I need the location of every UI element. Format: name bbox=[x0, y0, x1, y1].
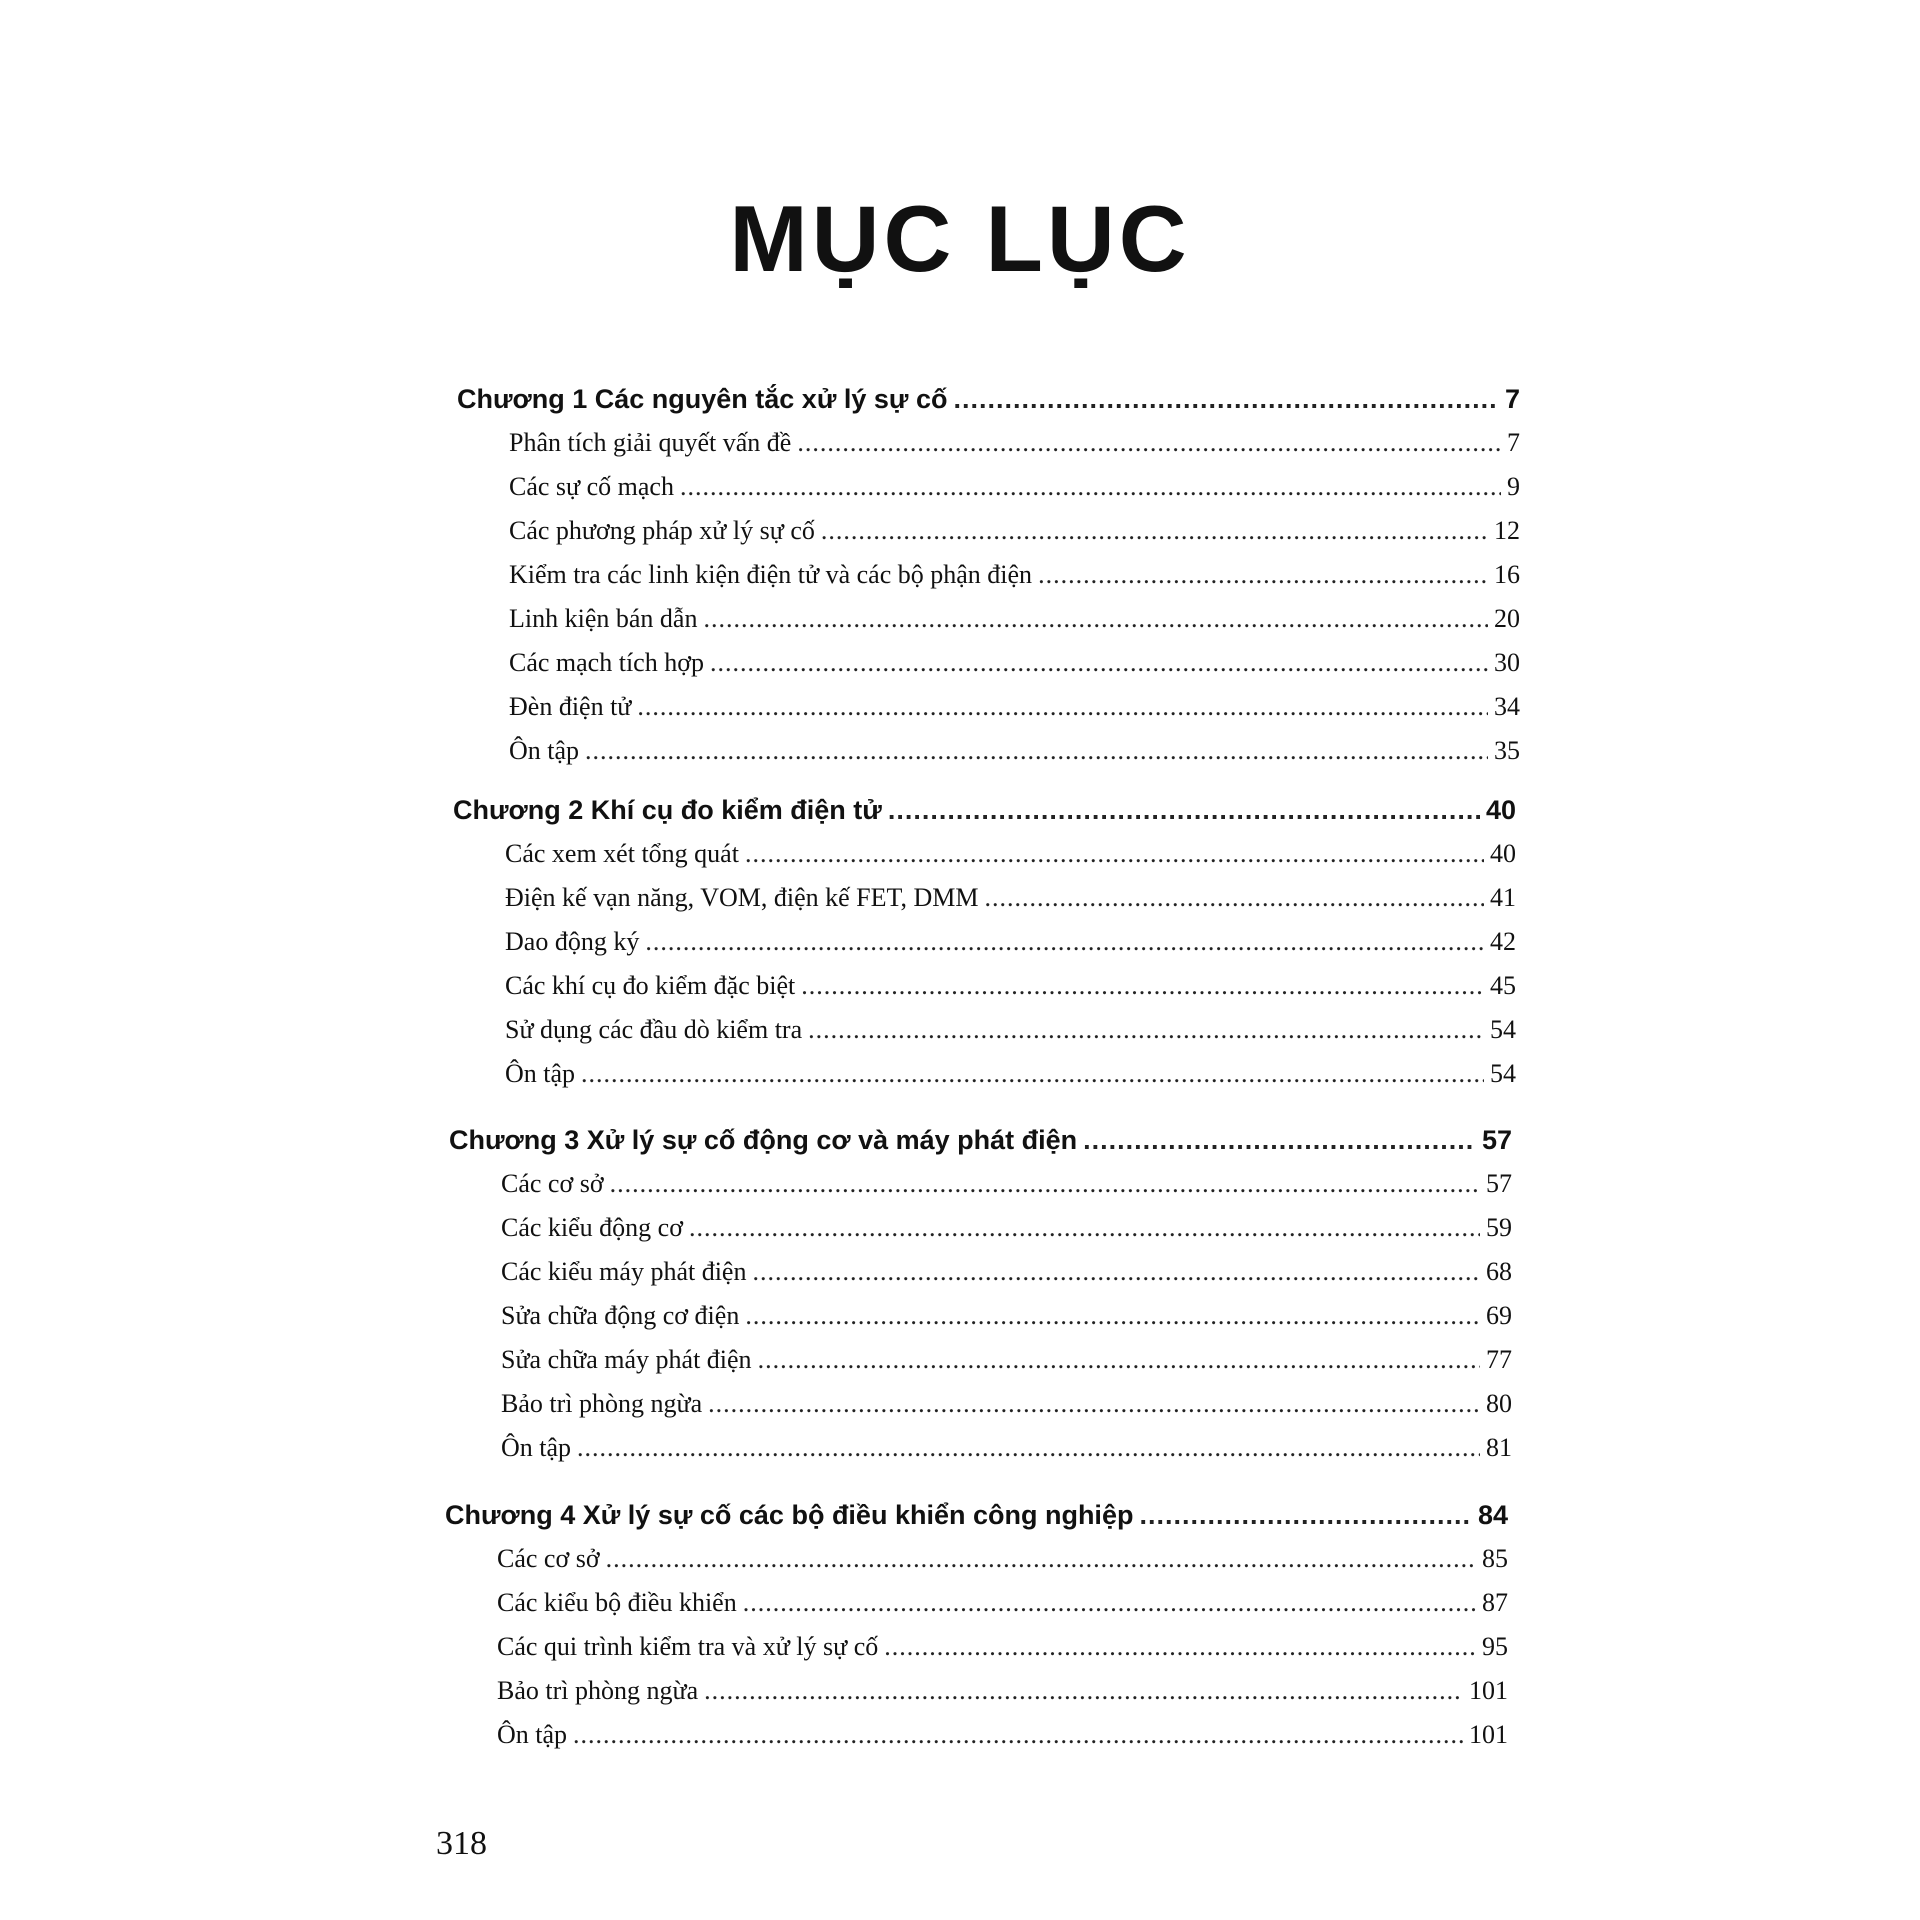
chapter-title: Chương 3 Xử lý sự cố động cơ và máy phát điện bbox=[449, 1125, 1078, 1155]
entry-page: 69 bbox=[1486, 1301, 1512, 1330]
toc-entry bbox=[457, 516, 1520, 560]
chapter-heading bbox=[449, 1125, 1512, 1169]
entry-page: 87 bbox=[1482, 1588, 1508, 1617]
entry-label: Sửa chữa máy phát điện bbox=[501, 1345, 752, 1374]
dot-leader bbox=[752, 1257, 1480, 1287]
entry-label: Ôn tập bbox=[501, 1433, 572, 1462]
toc-entry bbox=[449, 1345, 1512, 1389]
entry-label: Các xem xét tổng quát bbox=[505, 839, 739, 868]
toc-entry bbox=[457, 560, 1520, 604]
entry-label: Các khí cụ đo kiểm đặc biệt bbox=[505, 971, 796, 1000]
toc-entry bbox=[457, 692, 1520, 736]
toc-entry bbox=[449, 1213, 1512, 1257]
dot-leader bbox=[821, 516, 1488, 546]
entry-page: 59 bbox=[1486, 1213, 1512, 1242]
chapter-3 bbox=[449, 1125, 1512, 1477]
entry-label: Các phương pháp xử lý sự cố bbox=[509, 516, 815, 545]
entry-label: Đèn điện tử bbox=[509, 692, 632, 721]
toc-entry bbox=[445, 1676, 1508, 1720]
entry-page: 80 bbox=[1486, 1389, 1512, 1418]
dot-leader bbox=[758, 1345, 1480, 1375]
entry-page: 81 bbox=[1486, 1433, 1512, 1462]
dot-leader bbox=[801, 971, 1484, 1001]
entry-page: 30 bbox=[1494, 648, 1520, 677]
toc-entry bbox=[457, 472, 1520, 516]
dot-leader bbox=[645, 927, 1484, 957]
entry-page: 41 bbox=[1490, 883, 1516, 912]
toc-entry bbox=[453, 971, 1516, 1015]
toc-entry bbox=[445, 1720, 1508, 1764]
dot-leader bbox=[689, 1213, 1480, 1243]
chapter-2 bbox=[453, 795, 1516, 1103]
chapter-title: Chương 2 Khí cụ đo kiểm điện tử bbox=[453, 795, 882, 825]
toc-entry bbox=[445, 1544, 1508, 1588]
toc-entry bbox=[445, 1588, 1508, 1632]
entry-page: 40 bbox=[1490, 839, 1516, 868]
toc-entry bbox=[449, 1301, 1512, 1345]
table-of-contents bbox=[0, 384, 1920, 1784]
entry-page: 34 bbox=[1494, 692, 1520, 721]
entry-label: Các sự cố mạch bbox=[509, 472, 674, 501]
entry-page: 57 bbox=[1486, 1169, 1512, 1198]
entry-label: Các kiểu máy phát điện bbox=[501, 1257, 747, 1286]
dot-leader bbox=[577, 1433, 1480, 1463]
dot-leader bbox=[984, 883, 1484, 913]
dot-leader bbox=[743, 1588, 1476, 1618]
chapter-page: 40 bbox=[1485, 795, 1516, 825]
entry-page: 101 bbox=[1469, 1720, 1508, 1749]
entry-page: 16 bbox=[1494, 560, 1520, 589]
dot-leader bbox=[797, 428, 1501, 458]
entry-label: Điện kế vạn năng, VOM, điện kế FET, DMM bbox=[505, 883, 979, 912]
entry-page: 35 bbox=[1494, 736, 1520, 765]
chapter-4 bbox=[445, 1500, 1508, 1764]
toc-entry bbox=[457, 648, 1520, 692]
toc-entry bbox=[457, 604, 1520, 648]
entry-page: 101 bbox=[1469, 1676, 1508, 1705]
entry-label: Kiểm tra các linh kiện điện tử và các bộ phận điện bbox=[509, 560, 1033, 589]
entry-page: 12 bbox=[1494, 516, 1520, 545]
entry-page: 77 bbox=[1486, 1345, 1512, 1374]
toc-entry bbox=[445, 1632, 1508, 1676]
toc-entry bbox=[457, 736, 1520, 780]
dot-leader bbox=[1139, 1500, 1472, 1531]
dot-leader bbox=[1038, 560, 1488, 590]
chapter-title: Chương 1 Các nguyên tắc xử lý sự cố bbox=[457, 384, 948, 414]
toc-entry bbox=[449, 1257, 1512, 1301]
dot-leader bbox=[606, 1544, 1476, 1574]
chapter-page: 84 bbox=[1477, 1500, 1508, 1530]
entry-label: Các cơ sở bbox=[497, 1544, 600, 1573]
entry-label: Các qui trình kiểm tra và xử lý sự cố bbox=[497, 1632, 879, 1661]
dot-leader bbox=[610, 1169, 1480, 1199]
dot-leader bbox=[884, 1632, 1476, 1662]
dot-leader bbox=[703, 604, 1488, 634]
entry-page: 9 bbox=[1507, 472, 1520, 501]
toc-entry bbox=[457, 428, 1520, 472]
entry-page: 95 bbox=[1482, 1632, 1508, 1661]
toc-entry bbox=[453, 839, 1516, 883]
dot-leader bbox=[1083, 1125, 1476, 1156]
dot-leader bbox=[953, 384, 1498, 415]
dot-leader bbox=[704, 1676, 1463, 1706]
entry-label: Dao động ký bbox=[505, 927, 640, 956]
dot-leader bbox=[573, 1720, 1463, 1750]
chapter-heading bbox=[453, 795, 1516, 839]
toc-entry bbox=[449, 1389, 1512, 1433]
dot-leader bbox=[710, 648, 1488, 678]
chapter-title: Chương 4 Xử lý sự cố các bộ điều khiển công nghiệp bbox=[445, 1500, 1134, 1530]
dot-leader bbox=[745, 839, 1484, 869]
dot-leader bbox=[808, 1015, 1484, 1045]
entry-label: Phân tích giải quyết vấn đề bbox=[509, 428, 792, 457]
toc-entry bbox=[453, 1015, 1516, 1059]
dot-leader bbox=[708, 1389, 1480, 1419]
toc-entry bbox=[449, 1169, 1512, 1213]
dot-leader bbox=[888, 795, 1480, 826]
entry-label: Linh kiện bán dẫn bbox=[509, 604, 698, 633]
entry-label: Sử dụng các đầu dò kiểm tra bbox=[505, 1015, 803, 1044]
dot-leader bbox=[581, 1059, 1484, 1089]
dot-leader bbox=[585, 736, 1488, 766]
entry-label: Sửa chữa động cơ điện bbox=[501, 1301, 740, 1330]
entry-label: Ôn tập bbox=[509, 736, 580, 765]
entry-label: Ôn tập bbox=[497, 1720, 568, 1749]
entry-page: 42 bbox=[1490, 927, 1516, 956]
page-number: 318 bbox=[436, 1825, 487, 1862]
entry-page: 7 bbox=[1507, 428, 1520, 457]
entry-page: 85 bbox=[1482, 1544, 1508, 1573]
entry-label: Các mạch tích hợp bbox=[509, 648, 704, 677]
chapter-page: 7 bbox=[1504, 384, 1520, 414]
entry-page: 68 bbox=[1486, 1257, 1512, 1286]
dot-leader bbox=[680, 472, 1501, 502]
chapter-page: 57 bbox=[1481, 1125, 1512, 1155]
entry-label: Bảo trì phòng ngừa bbox=[497, 1676, 699, 1705]
dot-leader bbox=[745, 1301, 1480, 1331]
entry-page: 54 bbox=[1490, 1015, 1516, 1044]
dot-leader bbox=[637, 692, 1488, 722]
toc-entry bbox=[453, 883, 1516, 927]
entry-label: Các kiểu động cơ bbox=[501, 1213, 683, 1242]
toc-entry bbox=[449, 1433, 1512, 1477]
page-title: MỤC LỤC bbox=[729, 186, 1191, 291]
chapter-1 bbox=[457, 384, 1520, 780]
chapter-heading bbox=[457, 384, 1520, 428]
chapter-heading bbox=[445, 1500, 1508, 1544]
entry-page: 20 bbox=[1494, 604, 1520, 633]
entry-page: 45 bbox=[1490, 971, 1516, 1000]
toc-entry bbox=[453, 927, 1516, 971]
entry-label: Ôn tập bbox=[505, 1059, 576, 1088]
toc-entry bbox=[453, 1059, 1516, 1103]
entry-page: 54 bbox=[1490, 1059, 1516, 1088]
entry-label: Các kiểu bộ điều khiển bbox=[497, 1588, 737, 1617]
entry-label: Bảo trì phòng ngừa bbox=[501, 1389, 703, 1418]
entry-label: Các cơ sở bbox=[501, 1169, 604, 1198]
